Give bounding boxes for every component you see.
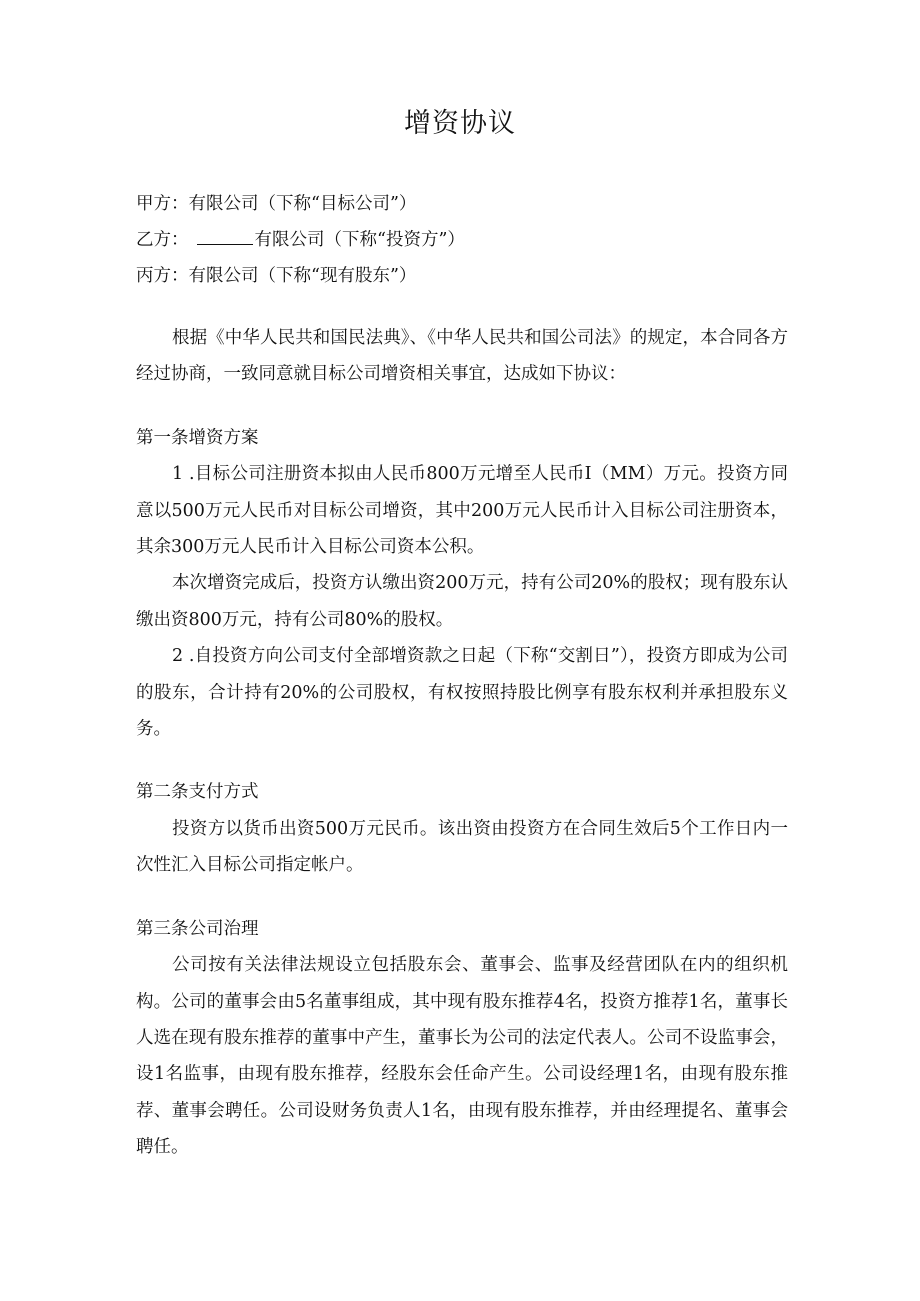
party-c-line: 丙方：有限公司（下称“现有股东”）	[136, 266, 417, 286]
party-b-line	[136, 222, 796, 258]
party-b-name-blank	[197, 228, 253, 245]
party-b-prefix: 乙方：	[136, 230, 189, 250]
agreement-body	[136, 320, 788, 1166]
section-spacer	[136, 747, 788, 774]
preamble-paragraph: 根据《中华人民共和国民法典》、《中华人民共和国公司法》的规定，本合同各方经过协商，一致同意就目标公司增资相关事宜，达成如下协议：	[136, 328, 788, 385]
article1-clause1-result: 本次增资完成后，投资方认缴出资200万元，持有公司20%的股权；现有股东认缴出资800万元，持有公司80%的股权。	[136, 573, 788, 630]
party-b-suffix: 有限公司（下称“投资方”）	[254, 230, 465, 250]
article2-heading: 第二条支付方式	[136, 782, 259, 803]
section-spacer	[136, 393, 788, 420]
article3-paragraph: 公司按有关法律法规设立包括股东会、董事会、监事及经营团队在内的组织机构。公司的董事会由5名董事组成，其中现有股东推荐4名，投资方推荐1名，董事长人选在现有股东推荐的董事中产生，董事长为公司的法定代表人。公司不设监事会，设1名监事，由现有股东推荐，经股东会任命产生。公司设经理1名，由现有股东推荐、董事会聘任。公司设财务负责人1名，由现有股东推荐，并由经理提名、董事会聘任。	[136, 955, 788, 1158]
document-title: 增资协议	[404, 108, 516, 139]
section-spacer	[136, 884, 788, 911]
article1-clause2: 2 .自投资方向公司支付全部增资款之日起（下称“交割日”），投资方即成为公司的股东，合计持有20%的公司股权，有权按照持股比例享有股东权利并承担股东义务。	[136, 646, 788, 740]
party-a-line: 甲方：有限公司（下称“目标公司”）	[136, 194, 417, 214]
article3-heading: 第三条公司治理	[136, 918, 259, 939]
article1-clause1: 1 .目标公司注册资本拟由人民币800万元增至人民币I（MM）万元。投资方同意以500万元人民币对目标公司增资，其中200万元人民币计入目标公司注册资本，其余300万元人民币计入目标公司资本公积。	[136, 464, 788, 558]
article1-heading: 第一条增资方案	[136, 427, 259, 448]
parties-block	[136, 186, 796, 294]
article2-paragraph: 投资方以货币出资500万元民币。该出资由投资方在合同生效后5个工作日内一次性汇入目标公司指定帐户。	[136, 818, 788, 876]
